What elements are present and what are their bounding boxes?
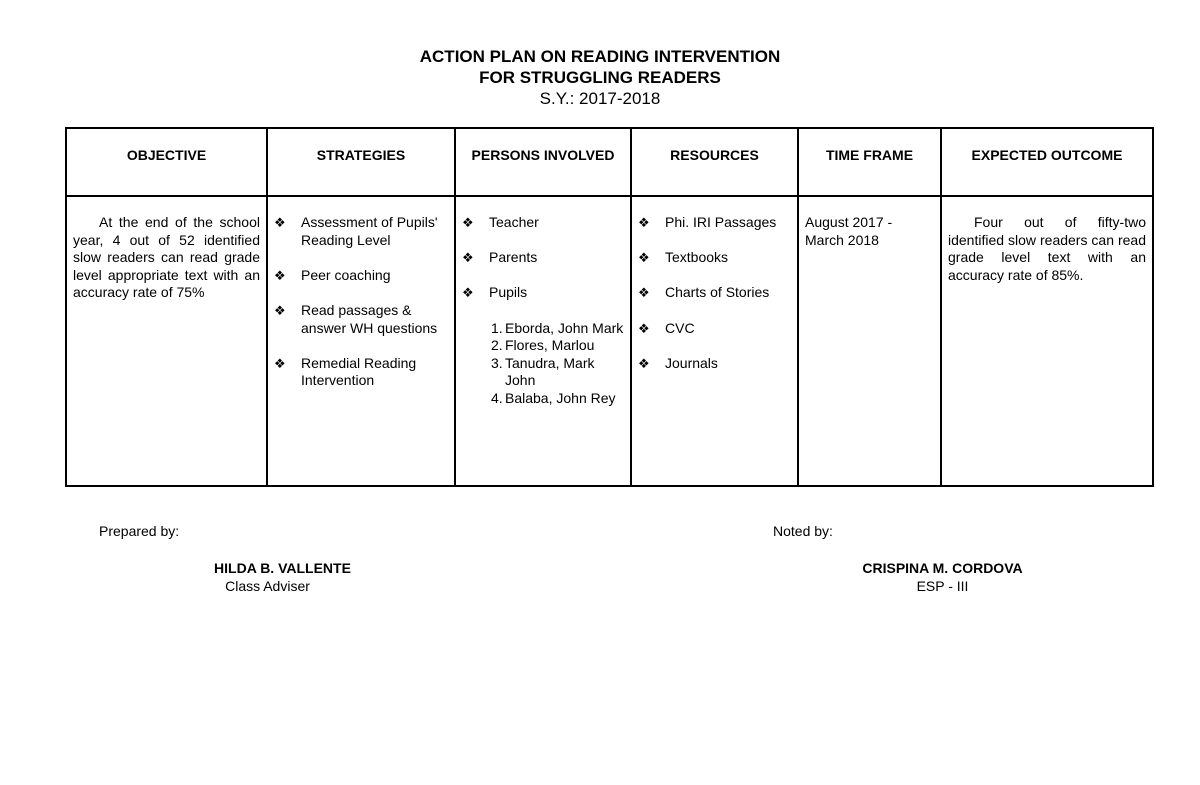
- diamond-bullet-icon: ❖: [462, 215, 474, 230]
- persons-list: [462, 214, 624, 302]
- noted-by-label: Noted by:: [773, 523, 833, 539]
- list-item: ❖ Peer coaching: [274, 266, 391, 283]
- prepared-by-label: Prepared by:: [99, 523, 180, 539]
- prepared-by-role: Class Adviser: [225, 578, 310, 594]
- diamond-bullet-icon: ❖: [462, 285, 474, 301]
- diamond-bullet-icon: ❖: [638, 355, 650, 371]
- pupil-item: 1. Eborda, John Mark: [491, 319, 624, 336]
- diamond-bullet-icon: ❖: [274, 267, 286, 283]
- diamond-bullet-icon: ❖: [274, 355, 286, 371]
- list-item: ❖ Pupils: [462, 284, 528, 301]
- col-objective: OBJECTIVE: [66, 128, 267, 196]
- diamond-bullet-icon: ❖: [638, 250, 650, 266]
- list-item: ❖ Read passages & answer WH questions: [274, 301, 438, 336]
- list-item: ❖ Textbooks: [638, 249, 729, 266]
- school-year: S.Y.: 2017-2018: [539, 89, 661, 108]
- table-header-row: [66, 128, 1153, 196]
- expected-outcome-text: Four out of fifty-two identified slow readers can read grade level text with an accuracy rate of 85%.: [948, 214, 1146, 283]
- diamond-bullet-icon: ❖: [638, 215, 650, 230]
- col-persons-involved: PERSONS INVOLVED: [455, 128, 631, 196]
- prepared-by-name: HILDA B. VALLENTE: [214, 560, 351, 576]
- document-title: [0, 46, 1200, 109]
- objective-text: At the end of the school year, 4 out of 52 identified slow readers can read grade level appropriate text with an accuracy rate of 75%: [73, 214, 260, 301]
- list-item: ❖ Assessment of Pupils' Reading Level: [274, 214, 438, 248]
- pupil-item: 2. Flores, Marlou: [491, 337, 595, 354]
- pupils-list: [462, 320, 624, 408]
- strategies-list: [274, 214, 448, 390]
- col-resources: RESOURCES: [631, 128, 798, 196]
- diamond-bullet-icon: ❖: [274, 302, 286, 318]
- noted-by-name: CRISPINA M. CORDOVA: [862, 560, 1023, 576]
- action-plan-table: [65, 127, 1154, 487]
- diamond-bullet-icon: ❖: [274, 215, 286, 230]
- resources-list: [638, 214, 791, 372]
- title-line-1: ACTION PLAN ON READING INTERVENTION: [419, 47, 781, 66]
- pupil-item: 3. Tanudra, Mark John: [491, 354, 595, 389]
- col-expected-outcome: EXPECTED OUTCOME: [941, 128, 1153, 196]
- table-row: [66, 196, 1153, 486]
- list-item: ❖ Phi. IRI Passages: [638, 214, 777, 230]
- time-frame-text: August 2017 - March 2018: [805, 214, 893, 248]
- pupil-item: 4. Balaba, John Rey: [491, 389, 616, 406]
- list-item: ❖ Teacher: [462, 214, 539, 230]
- col-time-frame: TIME FRAME: [798, 128, 941, 196]
- diamond-bullet-icon: ❖: [638, 285, 650, 301]
- col-strategies: STRATEGIES: [267, 128, 455, 196]
- list-item: ❖ Charts of Stories: [638, 284, 770, 301]
- list-item: ❖ Parents: [462, 249, 538, 266]
- diamond-bullet-icon: ❖: [638, 320, 650, 336]
- list-item: ❖ Remedial Reading Intervention: [274, 354, 417, 389]
- title-line-2: FOR STRUGGLING READERS: [479, 68, 721, 87]
- list-item: ❖ Journals: [638, 354, 718, 371]
- list-item: ❖ CVC: [638, 319, 695, 336]
- noted-by-role: ESP - III: [916, 578, 969, 594]
- diamond-bullet-icon: ❖: [462, 250, 474, 266]
